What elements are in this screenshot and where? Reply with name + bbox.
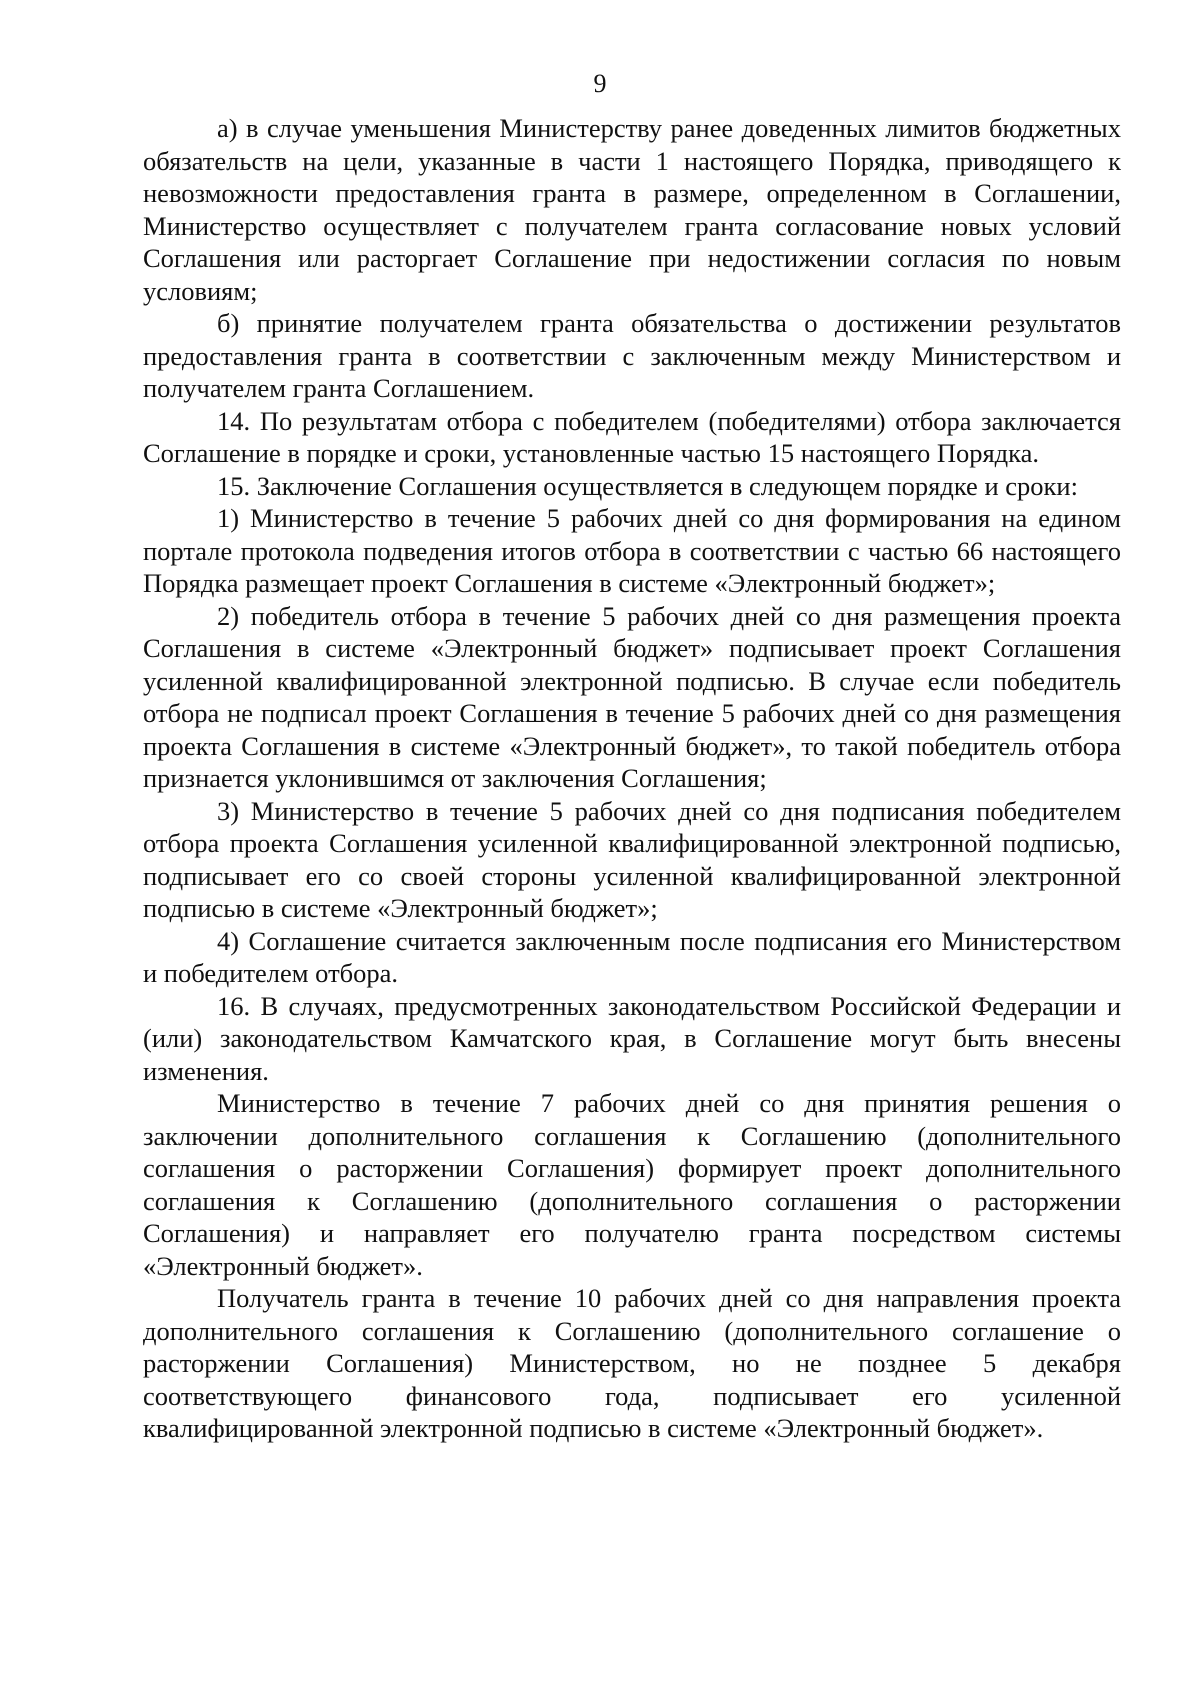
paragraph-15: 15. Заключение Соглашения осуществляется в следующем порядке и сроки:: [217, 470, 1078, 501]
paragraph-15-4: 4) Соглашение считается заключенным после подписания его Министерством и победителем отбора.: [143, 925, 1121, 988]
paragraph-13a: а) в случае уменьшения Министерству ранее доведенных лимитов бюджетных обязательств на цели, указанные в части 1 настоящего Порядка, приводящего к невозможности предоставления гранта в размере, определенном в Соглашении, Министерство осуществляет с получателем гранта согласование новых условий Соглашения или расторгает Соглашение при недостижении согласия по новым условиям;: [143, 113, 1121, 306]
paragraph-14: 14. По результатам отбора с победителем (победителями) отбора заключается Соглашение в порядке и сроки, установленные частью 15 настоящего Порядка.: [143, 405, 1121, 468]
paragraph-16-ministry: Министерство в течение 7 рабочих дней со дня принятия решения о заключении дополнительного соглашения к Соглашению (дополнительного соглашения о расторжении Соглашения) формирует проект дополнительного соглашения к Соглашению (дополнительного соглашения о расторжении Соглашения) и направляет его получателю гранта посредством системы «Электронный бюджет».: [143, 1088, 1121, 1281]
paragraph-16: 16. В случаях, предусмотренных законодательством Российской Федерации и (или) законодательством Камчатского края, в Соглашение могут быть внесены изменения.: [143, 990, 1121, 1086]
paragraph-15-3: 3) Министерство в течение 5 рабочих дней со дня подписания победителем отбора проекта Соглашения усиленной квалифицированной электронной подписью, подписывает его со своей стороны усиленной квалифицированной электронной подписью в системе «Электронный бюджет»;: [143, 795, 1121, 923]
paragraph-15-1: 1) Министерство в течение 5 рабочих дней со дня формирования на едином портале протокола подведения итогов отбора в соответствии с частью 66 настоящего Порядка размещает проект Соглашения в системе «Электронный бюджет»;: [143, 503, 1121, 598]
paragraph-13b: б) принятие получателем гранта обязательства о достижении результатов предоставления гранта в соответствии с заключенным между Министерством и получателем гранта Соглашением.: [143, 308, 1121, 403]
paragraph-15-2: 2) победитель отбора в течение 5 рабочих дней со дня размещения проекта Соглашения в системе «Электронный бюджет» подписывает проект Соглашения усиленной квалифицированной электронной подписью. В случае если победитель отбора не подписал проект Соглашения в течение 5 рабочих дней со дня размещения проекта Соглашения в системе «Электронный бюджет», то такой победитель отбора признается уклонившимся от заключения Соглашения;: [143, 600, 1121, 793]
document-body: [143, 112, 1121, 1445]
page-number: 9: [593, 69, 607, 98]
paragraph-16-recipient: Получатель гранта в течение 10 рабочих дней со дня направления проекта дополнительного соглашения к Соглашению (дополнительного соглашение о расторжении Соглашения) Министерством, но не позднее 5 декабря соответствующего финансового года, подписывает его усиленной квалифицированной электронной подписью в системе «Электронный бюджет».: [143, 1283, 1121, 1443]
